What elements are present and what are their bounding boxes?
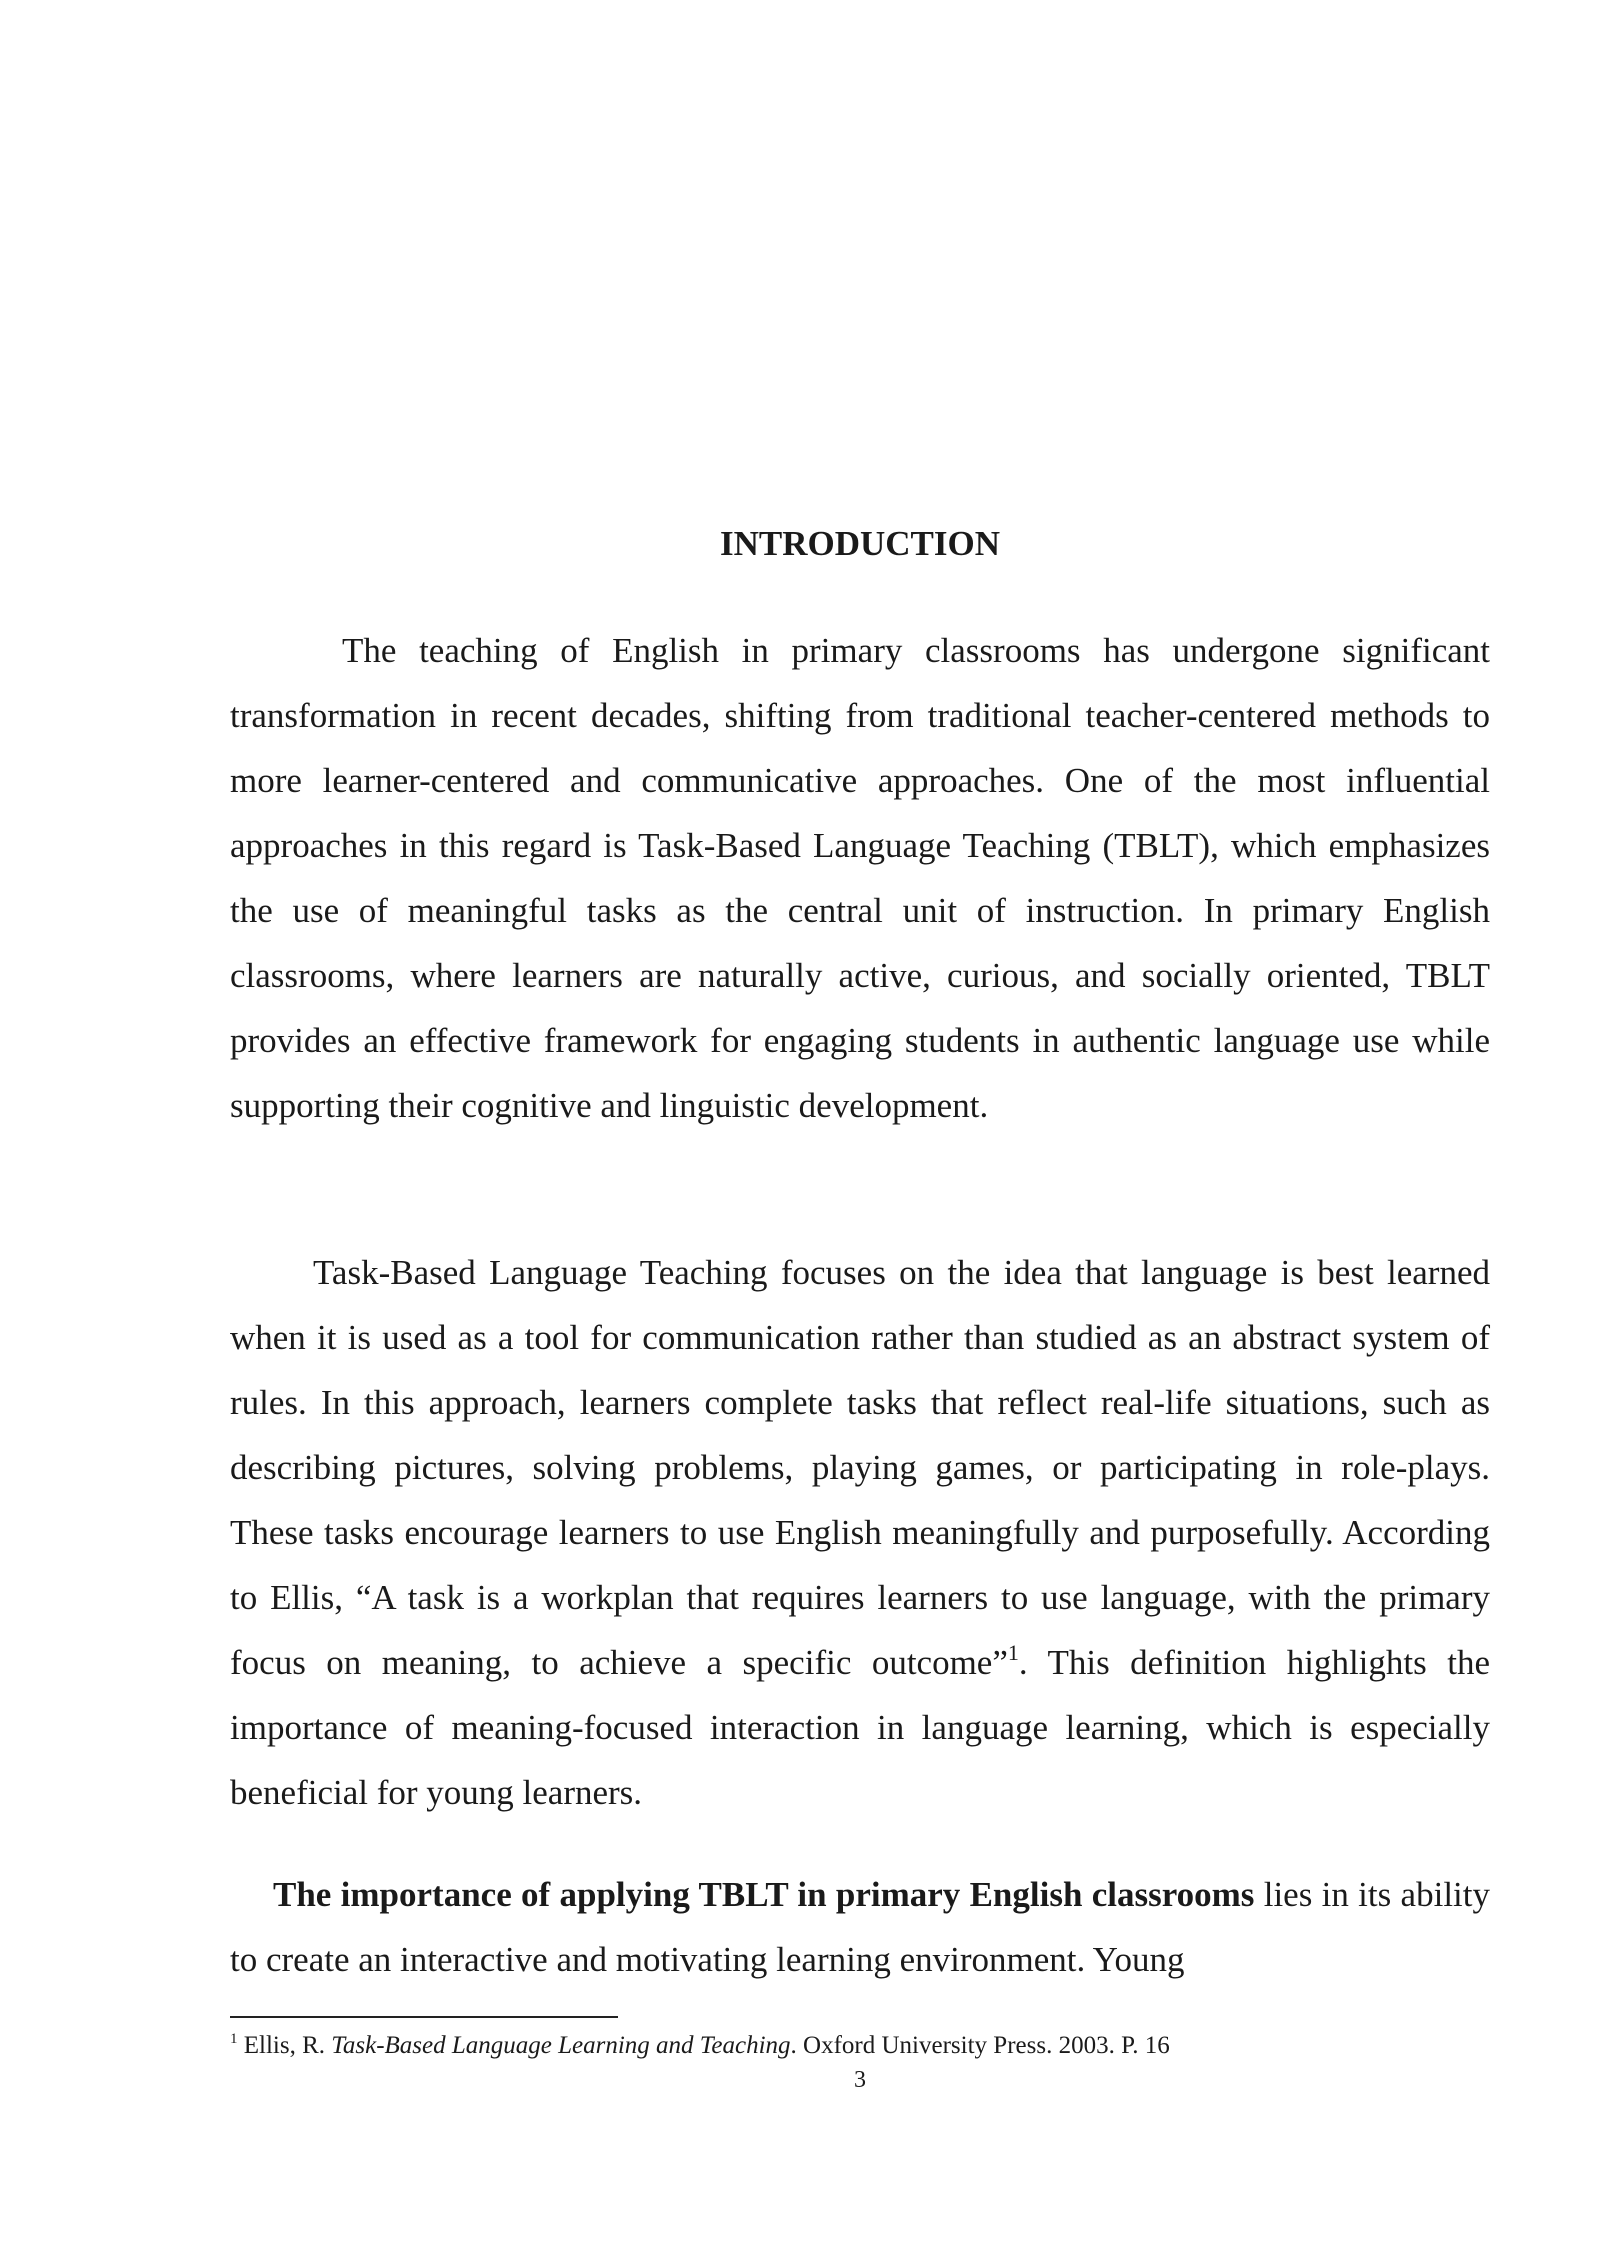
footnote-publication: . Oxford University Press. 2003. P. 16 bbox=[790, 2032, 1170, 2059]
page-number: 3 bbox=[854, 2067, 866, 2093]
paragraph-2-text-before-note: Task-Based Language Teaching focuses on the idea that language is best learned when it is used as a tool for communication rather than studied as an abstract system of rules. In this approach, learners complete tasks that reflect real-life situations, such as describing pictures, solving problems, playing games, or participating in role-plays. These tasks encourage learners to use English meaningfully and purposefully. According to Ellis, “A task is a workplan that requires learners to use language, with the primary focus on meaning, to achieve a specific outcome” bbox=[230, 1253, 1490, 1682]
footnote-separator bbox=[230, 2016, 618, 2018]
footnote-author: Ellis, R. bbox=[237, 2032, 332, 2059]
paragraph-2 bbox=[230, 1240, 1490, 1825]
footnote-marker: 1 bbox=[230, 2031, 238, 2047]
paragraph-2-text-after-note: . This definition highlights the importance of meaning-focused interaction in language learning, which is especially beneficial for young learners. bbox=[230, 1643, 1490, 1812]
paragraph-3-bold-lead: The importance of applying TBLT in primary English classrooms bbox=[273, 1875, 1255, 1914]
paragraph-3-text: lies in its ability to create an interactive and motivating learning environment. Young bbox=[230, 1875, 1490, 1979]
footnote bbox=[230, 2030, 1490, 2062]
page-title: INTRODUCTION bbox=[719, 524, 1001, 563]
footnote-reference[interactable]: 1 bbox=[1007, 1640, 1019, 1665]
footnote-book-title: Task-Based Language Learning and Teaching bbox=[331, 2032, 791, 2059]
paragraph-3 bbox=[230, 1862, 1490, 1992]
paragraph-1: The teaching of English in primary classrooms has undergone significant transformation in recent decades, shifting from traditional teacher-centered methods to more learner-centered and communicative approaches. One of the most influential approaches in this regard is Task-Based Language Teaching (TBLT), which emphasizes the use of meaningful tasks as the central unit of instruction. In primary English classrooms, where learners are naturally active, curious, and socially oriented, TBLT provides an effective framework for engaging students in authentic language use while supporting their cognitive and linguistic development. bbox=[230, 631, 1490, 1125]
